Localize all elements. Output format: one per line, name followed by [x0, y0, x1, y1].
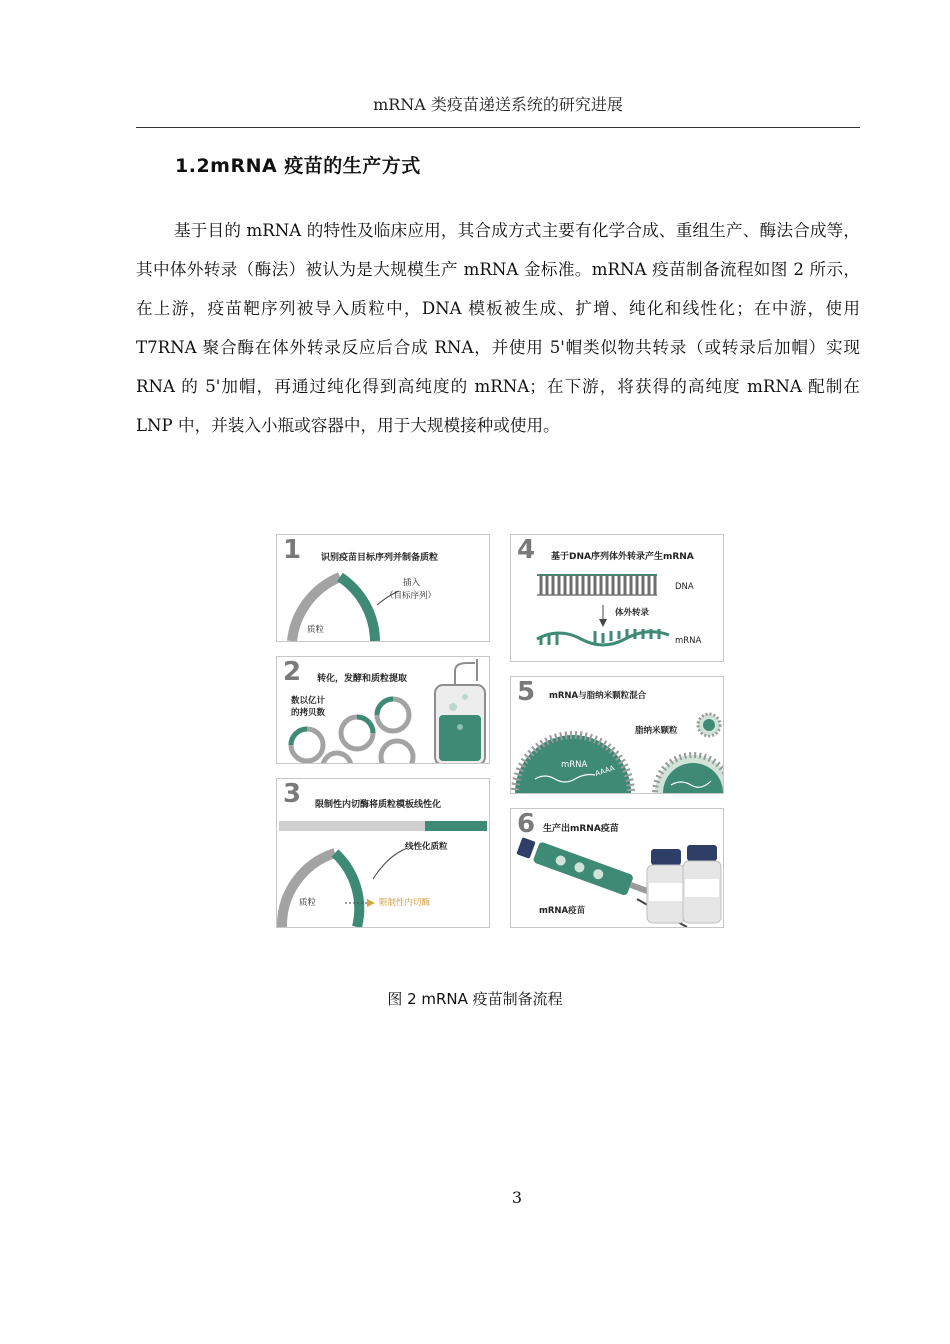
figure-caption: 图 2 mRNA 疫苗制备流程: [387, 990, 563, 1008]
running-header: mRNA 类疫苗递送系统的研究进展: [373, 95, 623, 114]
step-number: 6: [517, 809, 536, 839]
step-number: 2: [283, 657, 302, 687]
ivt-label: 体外转录: [615, 608, 650, 618]
plasmid-label: 质粒: [307, 625, 325, 635]
insert-sub-label: （目标序列）: [385, 591, 437, 601]
step-title: 识别疫苗目标序列并制备质粒: [321, 553, 439, 563]
lnp-label: 脂纳米颗粒: [635, 726, 678, 736]
step-title: mRNA与脂纳米颗粒混合: [549, 691, 647, 701]
step-title: 基于DNA序列体外转录产生mRNA: [551, 552, 694, 562]
body-paragraph: 基于目的 mRNA 的特性及临床应用，其合成方式主要有化学合成、重组生产、酶法合成等，其中体外转录（酶法）被认为是大规模生产 mRNA 金标准。mRNA 疫苗制备流程如图 2 所示，在上游，疫苗靶序列被导入质粒中，DNA 模板被生成、扩增、纯化和线性化；在中游，使用 T7RNA 聚合酶在体外转录反应后合成 RNA，并使用 5'帽类似物共转录（或转录后加帽）实现 RNA 的 5'加帽，再通过纯化得到高纯度的 mRNA；在下游，将获得的高纯度 mRNA 配制在 LNP 中，并装入小瓶或容器中，用于大规模接种或使用。: [136, 221, 860, 435]
mrna-label: mRNA: [561, 760, 588, 770]
panel-4: [510, 534, 724, 662]
linear-plasmid-label: 线性化质粒: [405, 842, 448, 852]
copies-label: [291, 695, 325, 719]
step-title: 转化，发酵和质粒提取: [317, 674, 408, 684]
plasmid-label: 质粒: [299, 898, 317, 908]
section-title: 1.2mRNA 疫苗的生产方式: [175, 155, 421, 177]
step-number: 1: [283, 535, 302, 565]
panel-1: [276, 534, 490, 642]
step-title: 生产出mRNA疫苗: [543, 824, 619, 834]
insert-label: 插入: [403, 578, 421, 588]
page-number: 3: [511, 1188, 523, 1207]
copies-label-line-1: 数以亿计: [291, 696, 326, 706]
step-number: 5: [517, 677, 536, 707]
header-rule: [136, 127, 860, 128]
step-number: 4: [517, 535, 536, 565]
panel-5: [510, 676, 724, 794]
step-title: 限制性内切酶将质粒模板线性化: [315, 800, 442, 810]
copies-label-line-2: 的拷贝数: [291, 708, 326, 718]
panel-3: [276, 778, 490, 928]
panel-2: [276, 656, 490, 764]
enzyme-label: 限制性内切酶: [379, 898, 431, 908]
vaccine-label: mRNA疫苗: [539, 906, 586, 916]
polya-label: AAAA: [594, 764, 616, 778]
dna-label: DNA: [675, 582, 694, 592]
panel-6: [510, 808, 724, 928]
figure-2: [274, 532, 726, 928]
step-number: 3: [283, 779, 302, 809]
mrna-label: mRNA: [675, 636, 702, 646]
